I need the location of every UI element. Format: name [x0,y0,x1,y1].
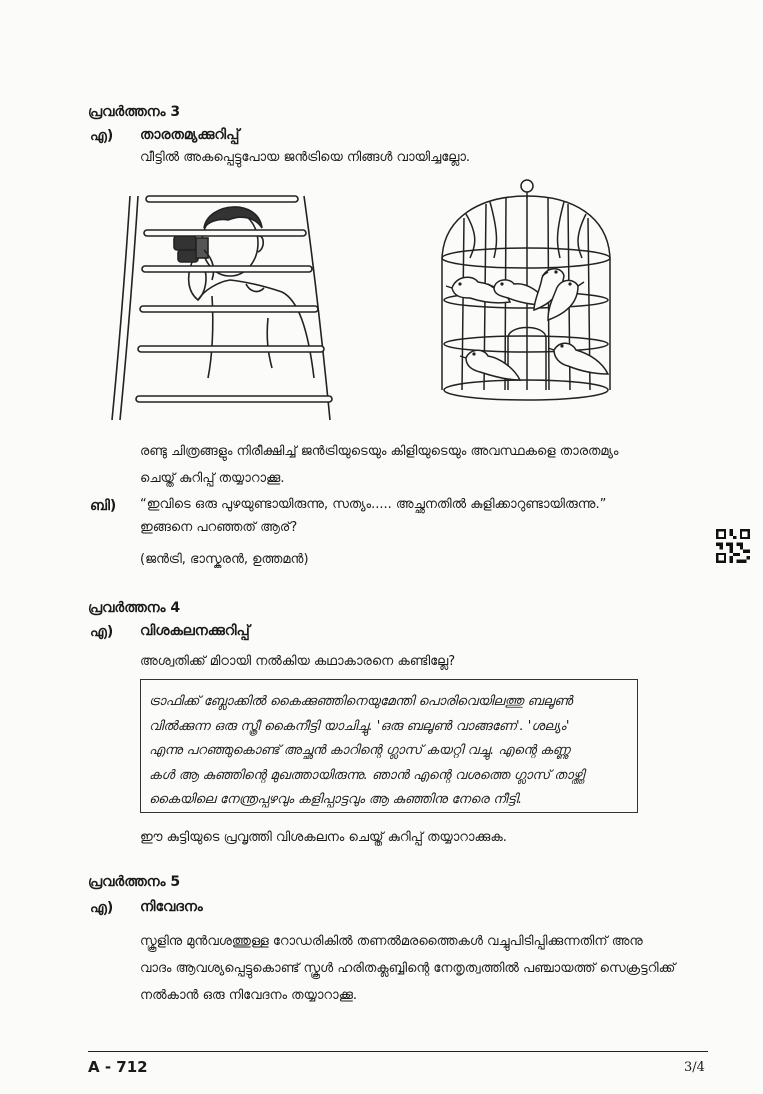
story-excerpt-line2: വിൽക്കുന്ന ഒരു സ്ത്രീ കൈനീട്ടി യാചിച്ചു. 'ഒരു ബലൂൺ വാങ്ങണേ'. 'ശല്യം' [149,718,570,734]
activity3-a-task-line1: രണ്ടു ചിത്രങ്ങളും നിരീക്ഷിച്ച് ജൻട്രിയുടെയും കിളിയുടെയും അവസ്ഥകളെ താരതമ്യം [140,444,619,459]
activity3-b-question: ഇങ്ങനെ പറഞ്ഞത് ആര്? [140,520,298,535]
activity5-task-line2: വാദം ആവശ്യപ്പെട്ടുകൊണ്ട് സ്കൂൾ ഹരിതക്ലബ്ബിന്റെ നേതൃത്വത്തിൽ പഞ്ചായത്ത് സെക്രട്ടറിക്ക് [140,961,676,976]
activity3-b-quote: “ഇവിടെ ഒരു പുഴയുണ്ടായിരുന്നു, സത്യം..... അച്ഛനതിൽ കുളിക്കാറുണ്ടായിരുന്നു.” [140,497,607,512]
activity3-a-task [140,438,740,492]
activity5-task-line1: സ്കൂളിനു മുൻവശത്തുള്ള റോഡരികിൽ തണൽമരത്തൈകൾ വച്ചുപിടിപ്പിക്കുന്നതിന് അനു [140,934,643,949]
activity3-b-marker: ബി) [90,498,117,514]
activity3-a-task-line2: ചെയ്ത് കുറിപ്പ് തയ്യാറാക്കൂ. [140,471,285,486]
activity3-a-marker: എ) [90,128,114,144]
activity5-heading: പ്രവർത്തനം 5 [88,874,181,890]
story-excerpt-line5: കൈയിലെ നേന്ത്രപ്പഴവും കളിപ്പാട്ടവും ആ കുഞ്ഞിനു നേരെ നീട്ടി. [149,792,523,807]
activity5-task [140,928,740,1009]
story-excerpt-line1: ട്രാഫിക്ക് ബ്ലോക്കിൽ കൈക്കുഞ്ഞിനെയുമേന്തി പൊരിവെയിലത്തു ബലൂൺ [149,694,573,709]
activity4-a-intro: അശ്വതിക്ക് മിഠായി നൽകിയ കഥാകാരനെ കണ്ടില്ലേ? [140,654,456,669]
activity4-a-marker: എ) [90,624,114,640]
activity3-heading: പ്രവർത്തനം 3 [88,104,181,120]
activity3-a-intro: വീട്ടിൽ അകപ്പെട്ടുപോയ ജൻട്രിയെ നിങ്ങൾ വായിച്ചല്ലോ. [140,150,471,165]
paper-code: A - 712 [88,1058,148,1076]
boy-behind-window-illustration [108,188,358,428]
footer-divider [88,1051,708,1052]
activity3-b-options: (ജൻട്രി, ഭാസ്കരൻ, ഉത്തമൻ) [140,552,309,567]
activity4-heading: പ്രവർത്തനം 4 [88,600,181,616]
story-excerpt-line3: എന്നു പറഞ്ഞുകൊണ്ട് അച്ഛൻ കാറിന്റെ ഗ്ലാസ് കയറ്റി വച്ചു. എന്റെ കണ്ണു [149,743,570,758]
story-excerpt-box [140,679,638,813]
activity5-task-line3: നൽകാൻ ഒരു നിവേദനം തയ്യാറാക്കൂ. [140,988,358,1003]
page-number: 3/4 [684,1060,705,1075]
birds-in-cage-illustration [430,178,620,418]
activity5-a-marker: എ) [90,900,114,916]
activity4-task: ഈ കുട്ടിയുടെ പ്രവൃത്തി വിശകലനം ചെയ്ത് കുറിപ്പ് തയ്യാറാക്കുക. [140,830,507,845]
activity4-a-title: വിശകലനക്കുറിപ്പ് [140,623,250,639]
activity3-a-title: താരതമ്യക്കുറിപ്പ് [140,127,240,143]
activity5-a-title: നിവേദനം [140,899,203,915]
qr-code-icon [716,528,750,564]
story-excerpt-line4: കൾ ആ കുഞ്ഞിന്റെ മുഖത്തായിരുന്നു. ഞാൻ എന്റെ വശത്തെ ഗ്ലാസ് താഴ്ത്തി [149,767,585,783]
